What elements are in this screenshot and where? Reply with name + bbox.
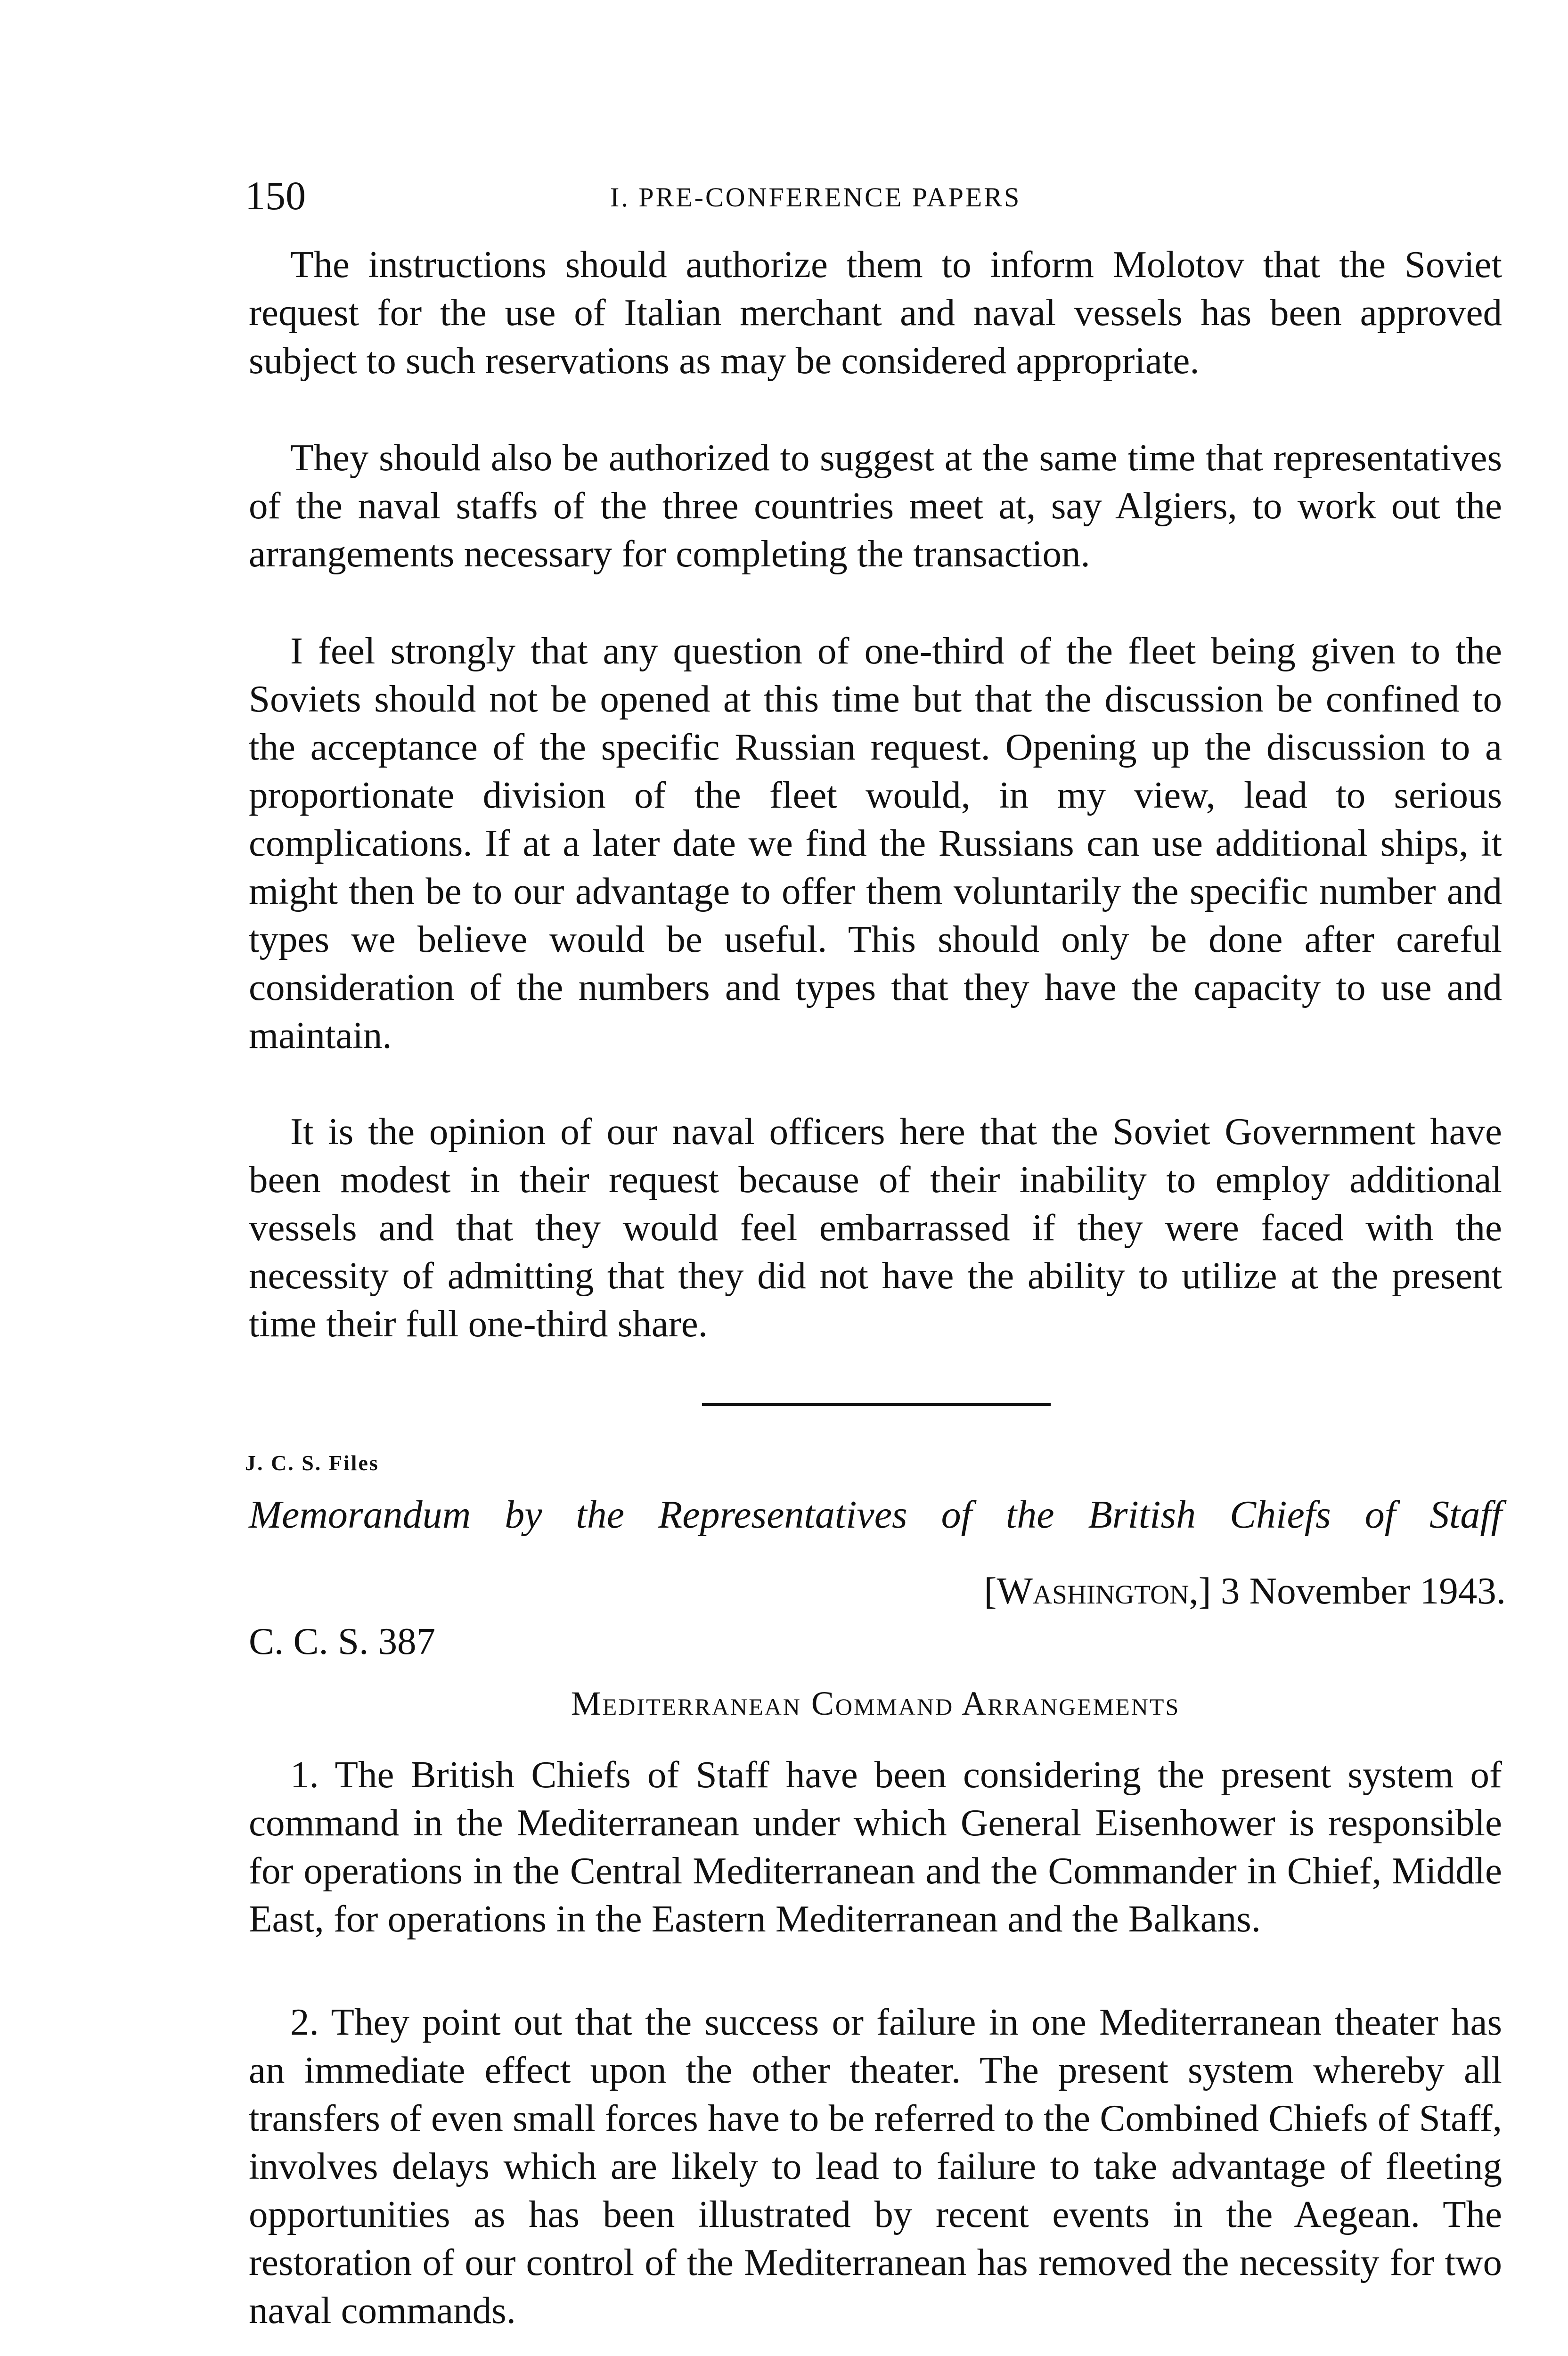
document-id: C. C. S. 387 [249,1620,436,1662]
source-label: J. C. S. Files [245,1451,379,1475]
running-head: I. PRE-CONFERENCE PAPERS [610,182,1021,213]
body-paragraph-2: They should also be authorized to suggest at the same time that representatives of the naval staffs of the three countries meet at, say Algiers, to work out the arrangements necessary for completing the transaction. [249,436,1502,575]
page-number: 150 [245,173,306,218]
body-paragraph-4: It is the opinion of our naval officers here that the Soviet Government have been modest in their request because of their inability to employ additional vessels and that they would feel embarrassed if they were faced with the necessity of admitting that they did not have the ability to utilize at the present time their full one-third share. [249,1110,1502,1345]
date: 3 November 1943. [1220,1570,1506,1612]
dateline [984,1567,1506,1615]
body-paragraph-3: I feel strongly that any question of one-third of the fleet being given to the Soviets should not be opened at this time but that the discussion be confined to the acceptance of the specific Russian request. Opening up the discussion to a proportionate division of the fleet would, in my view, lead to serious complications. If at a later date we find the Russians can use additional ships, it might then be to our advantage to offer them voluntarily the specific number and types we believe would be useful. This should only be done after careful consideration of the numbers and types that they have the capacity to use and maintain. [249,630,1502,1056]
section-divider [702,1403,1051,1406]
place: [Washington,] [984,1570,1211,1612]
body-paragraph-1: The instructions should authorize them to inform Molotov that the Soviet request for the use of Italian merchant and naval vessels has been approved subject to such reservations as may be considered appropriate. [249,243,1502,382]
memo-title: Memorandum by the Representatives of the British Chiefs of Staff [249,1493,1502,1537]
memo-paragraph-1: 1. The British Chiefs of Staff have been considering the present system of command in the Mediterranean under which General Eisenhower is responsible for operations in the Central Mediterranean and the Commander in Chief, Middle East, for operations in the Eastern Mediterranean and the Balkans. [249,1753,1502,1940]
section-heading: Mediterranean Command Arrangements [571,1685,1180,1722]
memo-paragraph-2: 2. They point out that the success or failure in one Mediterranean theater has an immediate effect upon the other theater. The present system whereby all transfers of even small forces have to be referred to the Combined Chiefs of Staff, involves delays which are likely to lead to failure to take advantage of fleeting opportunities as has been illustrated by recent events in the Aegean. The restoration of our control of the Mediterranean has removed the necessity for two naval commands. [249,2001,1502,2331]
page-header [245,167,1517,224]
